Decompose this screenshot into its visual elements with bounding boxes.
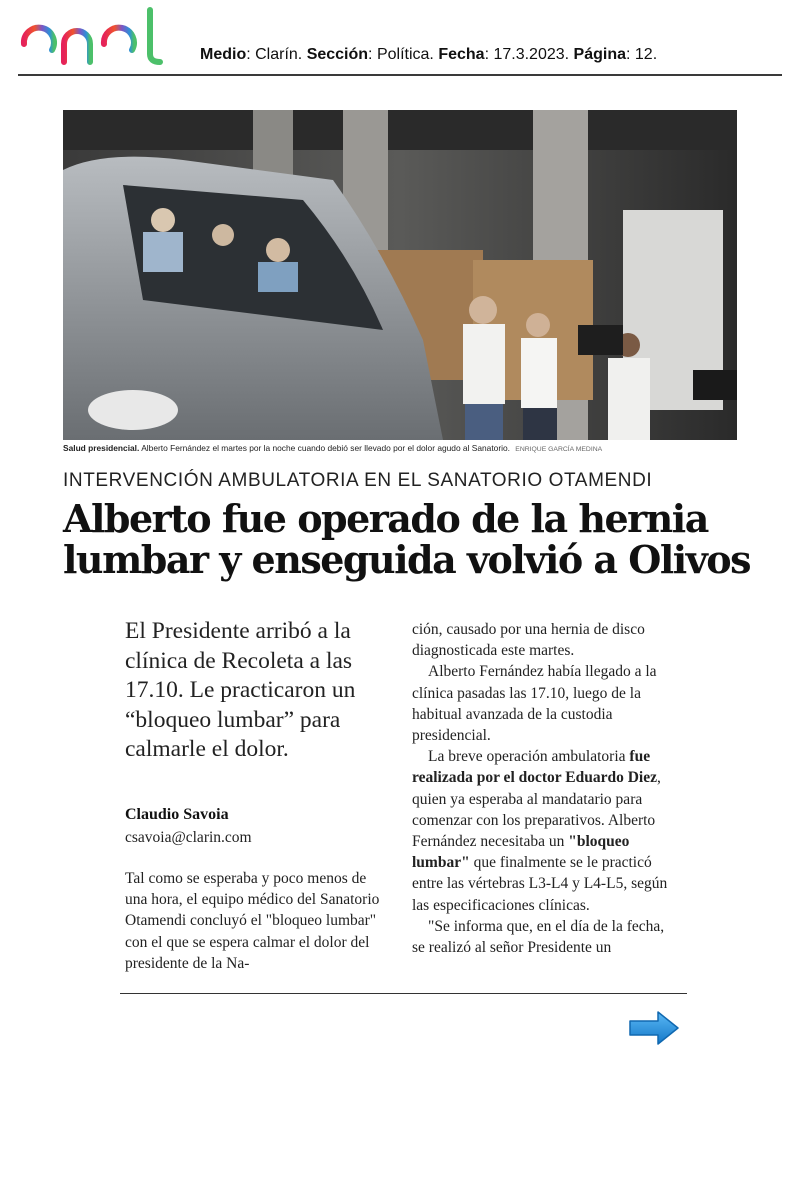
body-bold-text: "bloqueo lumbar" [412,833,630,872]
author-name: Claudio Savoia [125,806,229,823]
body-text: que finalmente se le practicó entre las vértebras L3-L4 y L4-L5, según las especificaciones clínicas. [412,854,668,914]
seccion-value: Política. [376,46,434,63]
photo-caption [63,443,737,453]
article-end-rule [120,993,687,994]
photo-credit: ENRIQUE GARCÍA MEDINA [515,446,603,453]
body-paragraph: Alberto Fernández había llegado a la clínica pasadas las 17.10, luego de la habitual avanzada de la custodia presidencial. [412,663,657,745]
caption-text: Alberto Fernández el martes por la noche cuando debió ser llevado por el dolor agudo al Sanatorio. [141,443,510,453]
body-paragraph [412,746,676,916]
body-text: La breve operación ambulatoria [428,748,630,766]
enel-logo [18,6,183,68]
pagina-label: Página [573,46,626,63]
seccion-label: Sección [306,46,369,63]
article-kicker: INTERVENCIÓN AMBULATORIA EN EL SANATORIO OTAMENDI [63,470,653,491]
article-lead: El Presidente arribó a la clínica de Recoleta a las 17.10. Le practicaron un “bloqueo lumbar” para calmarle el dolor. [125,618,356,762]
photo-illustration [63,110,737,440]
fecha-label: Fecha [438,46,485,63]
article-headline: Alberto fue operado de la hernia lumbar y enseguida volvió a Olivos [63,496,751,582]
medio-value: Clarín. [255,46,303,63]
body-column-2 [412,619,676,958]
author-email[interactable]: csavoia@clarin.com [125,829,252,846]
caption-title: Salud presidencial. [63,443,140,453]
news-photo [63,110,737,440]
medio-label: Medio [200,46,247,63]
body-column-1: Tal como se esperaba y poco menos de una hora, el equipo médico del Sanatorio Otamendi concluyó el "bloqueo lumbar" con el que se espera calmar el dolor del presidente de la Na- [125,870,380,972]
body-text: , quien ya esperaba al mandatario para comenzar con los preparativos. Alberto Fernández necesitaba un [412,769,661,851]
publication-meta: Medio: Clarín. Sección: Política. Fecha: 17.3.2023. Página: 12. [200,46,658,63]
fecha-value: 17.3.2023. [493,46,570,63]
pagina-value: 12. [634,46,658,63]
body-bold-text: fue realizada por el doctor Eduardo Diez [412,748,657,787]
body-paragraph: "Se informa que, en el día de la fecha, se realizó al señor Presidente un [412,917,665,957]
page-header [18,6,782,76]
body-paragraph: ción, causado por una hernia de disco diagnosticada este martes. [412,621,645,660]
arrow-right-icon[interactable] [628,1010,680,1046]
